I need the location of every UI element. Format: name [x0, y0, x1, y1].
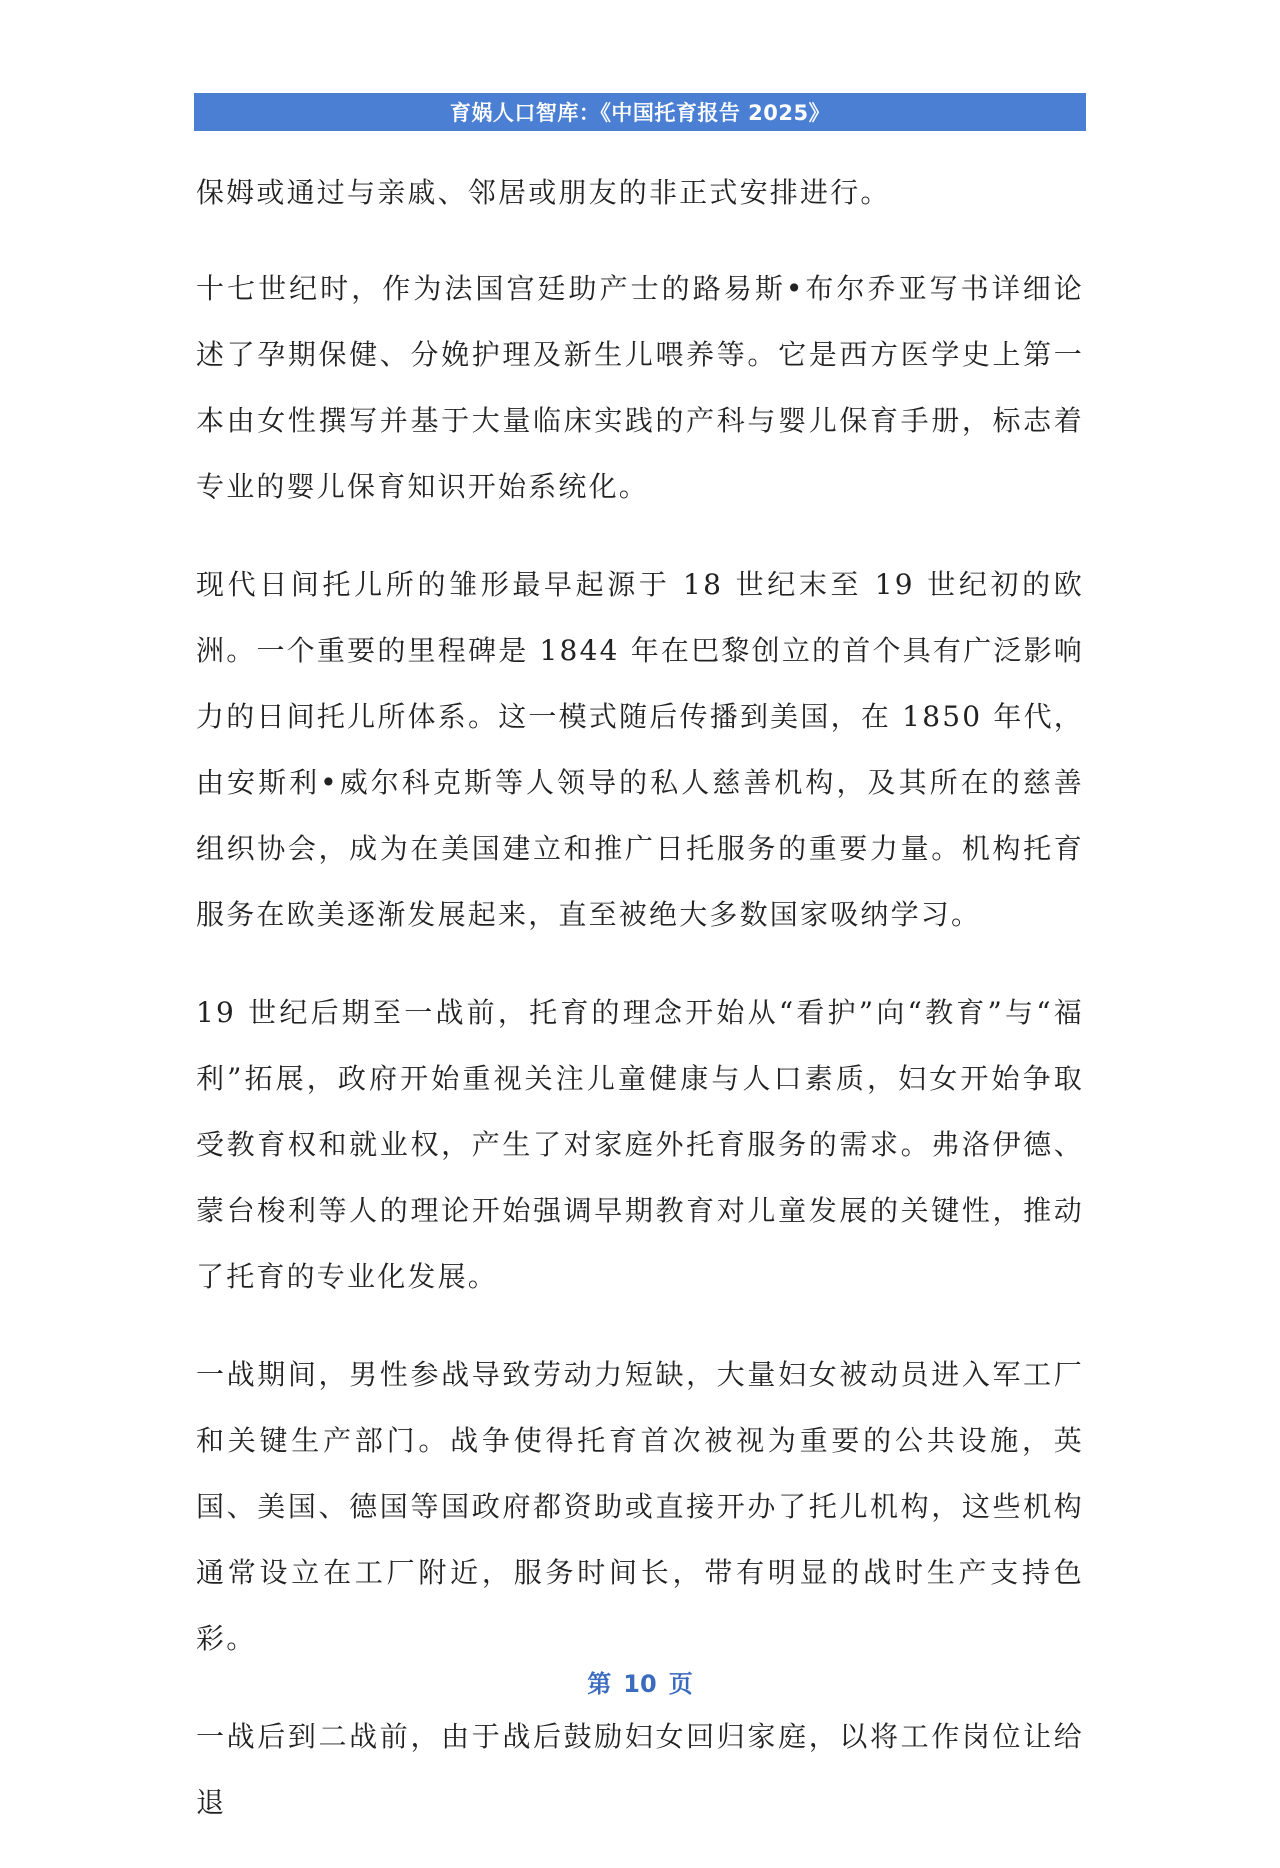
paragraph: 一战后到二战前，由于战后鼓励妇女回归家庭，以将工作岗位让给退 [196, 1720, 1084, 1819]
paragraph: 保姆或通过与亲戚、邻居或朋友的非正式安排进行。 [196, 176, 891, 209]
paragraph: 一战期间，男性参战导致劳动力短缺，大量妇女被动员进入军工厂和关键生产部门。战争使得托育首次被视为重要的公共设施，英国、美国、德国等国政府都资助或直接开办了托儿机构，这些机构通常设立在工厂附近，服务时间长，带有明显的战时生产支持色彩。 [196, 1358, 1084, 1655]
report-title: 育娲人口智库：《中国托育报告 2025》 [449, 101, 831, 125]
document-body [196, 160, 1084, 1868]
page-number: 10 [623, 1670, 657, 1698]
report-header-bar [194, 93, 1086, 131]
paragraph: 19 世纪后期至一战前，托育的理念开始从“看护”向“教育”与“福利”拓展，政府开始重视关注儿童健康与人口素质，妇女开始争取受教育权和就业权，产生了对家庭外托育服务的需求。弗洛伊德、蒙台梭利等人的理论开始强调早期教育对儿童发展的关键性，推动了托育的专业化发展。 [196, 996, 1084, 1293]
page-label-suffix: 页 [668, 1670, 693, 1698]
paragraph: 现代日间托儿所的雏形最早起源于 18 世纪末至 19 世纪初的欧洲。一个重要的里程碑是 1844 年在巴黎创立的首个具有广泛影响力的日间托儿所体系。这一模式随后传播到美国，在 1850 年代，由安斯利•威尔科克斯等人领导的私人慈善机构，及其所在的慈善组织协会，成为在美国建立和推广日托服务的重要力量。机构托育服务在欧美逐渐发展起来，直至被绝大多数国家吸纳学习。 [196, 568, 1084, 931]
paragraph: 十七世纪时，作为法国宫廷助产士的路易斯•布尔乔亚写书详细论述了孕期保健、分娩护理及新生儿喂养等。它是西方医学史上第一本由女性撰写并基于大量临床实践的产科与婴儿保育手册，标志着专业的婴儿保育知识开始系统化。 [196, 272, 1084, 503]
page-footer [0, 1664, 1280, 1699]
page-label-prefix: 第 [587, 1670, 612, 1698]
